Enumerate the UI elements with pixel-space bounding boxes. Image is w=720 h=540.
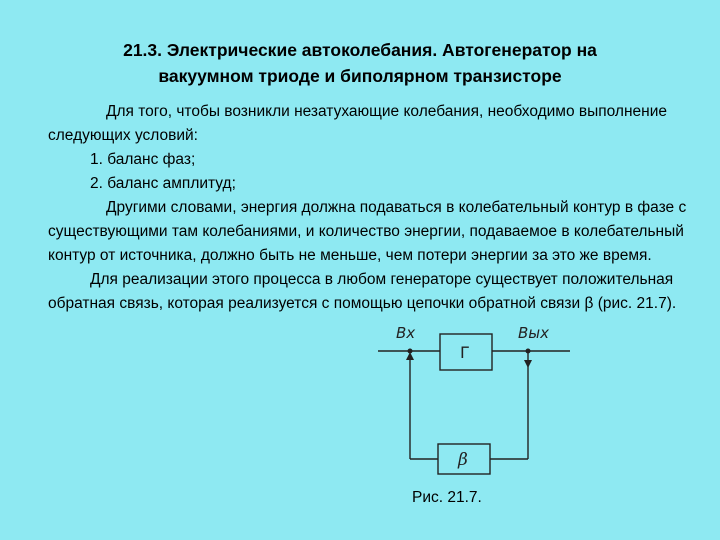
input-label: Вх (396, 324, 416, 342)
feedback-block-diagram (360, 316, 590, 481)
figure-caption: Рис. 21.7. (412, 489, 482, 506)
left-arrow-icon (406, 352, 414, 360)
right-arrow-icon (524, 360, 532, 368)
condition-phase-balance: 1. баланс фаз; (90, 151, 196, 168)
feedback-paragraph (48, 268, 688, 316)
condition-amplitude-balance: 2. баланс амплитуд; (90, 175, 236, 192)
intro-paragraph: Для того, чтобы возникли незатухающие колебания, необходимо выполнение следующих условий: (48, 103, 667, 144)
slide-body (48, 100, 688, 316)
output-label: Вых (518, 324, 550, 342)
feedback-text: Для реализации этого процесса в любом генераторе существует положительная обратная связь, которая реализуется с помощью цепочки обратной связи (48, 271, 674, 312)
generator-label: Г (460, 343, 470, 362)
output-junction-dot (526, 349, 531, 354)
title-line-2: вакуумном триоде и биполярном транзисторе (158, 66, 562, 86)
title-line-1: 21.3. Электрические автоколебания. Автогенератор на (123, 40, 597, 60)
explanation-paragraph: Другими словами, энергия должна подаваться в колебательный контур в фазе с существующими там колебаниями, и количество энергии, подаваемое в колебательный контур от источника, должно быть не меньше, чем потери энергии за это же время. (48, 199, 687, 264)
figure-reference: (рис. 21.7). (593, 295, 677, 312)
slide-title (40, 37, 680, 89)
feedback-label: β (458, 450, 468, 470)
beta-symbol: β (584, 295, 594, 312)
